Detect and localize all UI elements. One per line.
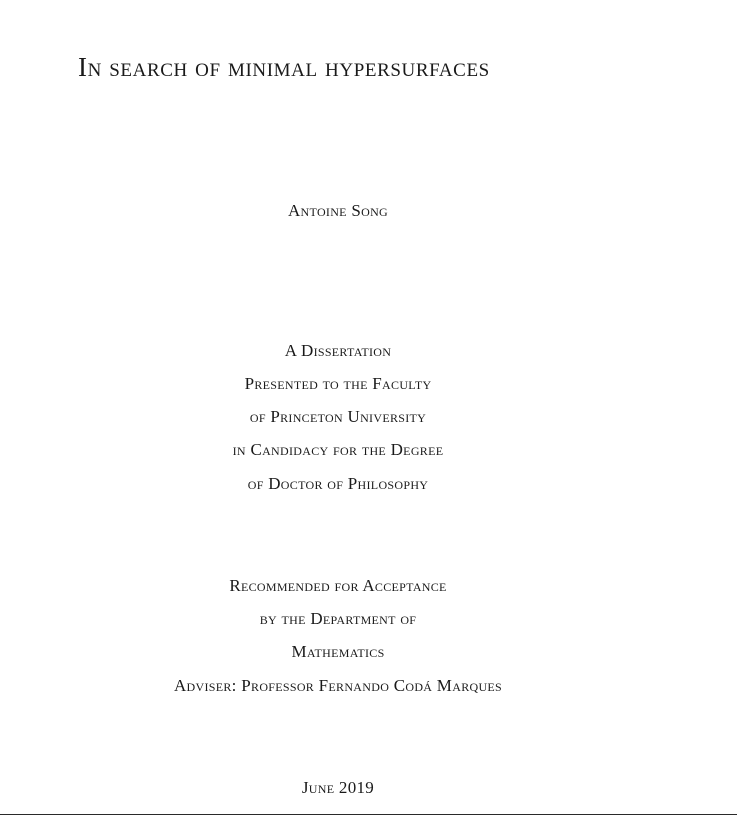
dissertation-line-3: of Princeton University (249, 407, 427, 426)
dissertation-line-1: A Dissertation (284, 341, 392, 360)
page-bottom-edge (0, 814, 737, 815)
recommendation-line-1: Recommended for Acceptance (229, 576, 447, 595)
dissertation-line-2: Presented to the Faculty (244, 374, 432, 393)
recommendation-line-3: Mathematics (291, 642, 385, 661)
submission-date: June 2019 (301, 778, 375, 797)
dissertation-line-4: in Candidacy for the Degree (232, 440, 444, 459)
recommendation-line-2: by the Department of (259, 609, 417, 628)
dissertation-line-5: of Doctor of Philosophy (247, 474, 429, 493)
dissertation-title: In search of minimal hypersurfaces (78, 52, 490, 82)
adviser-line: Adviser: Professor Fernando Codá Marques (173, 676, 503, 695)
author-name: Antoine Song (287, 201, 389, 220)
